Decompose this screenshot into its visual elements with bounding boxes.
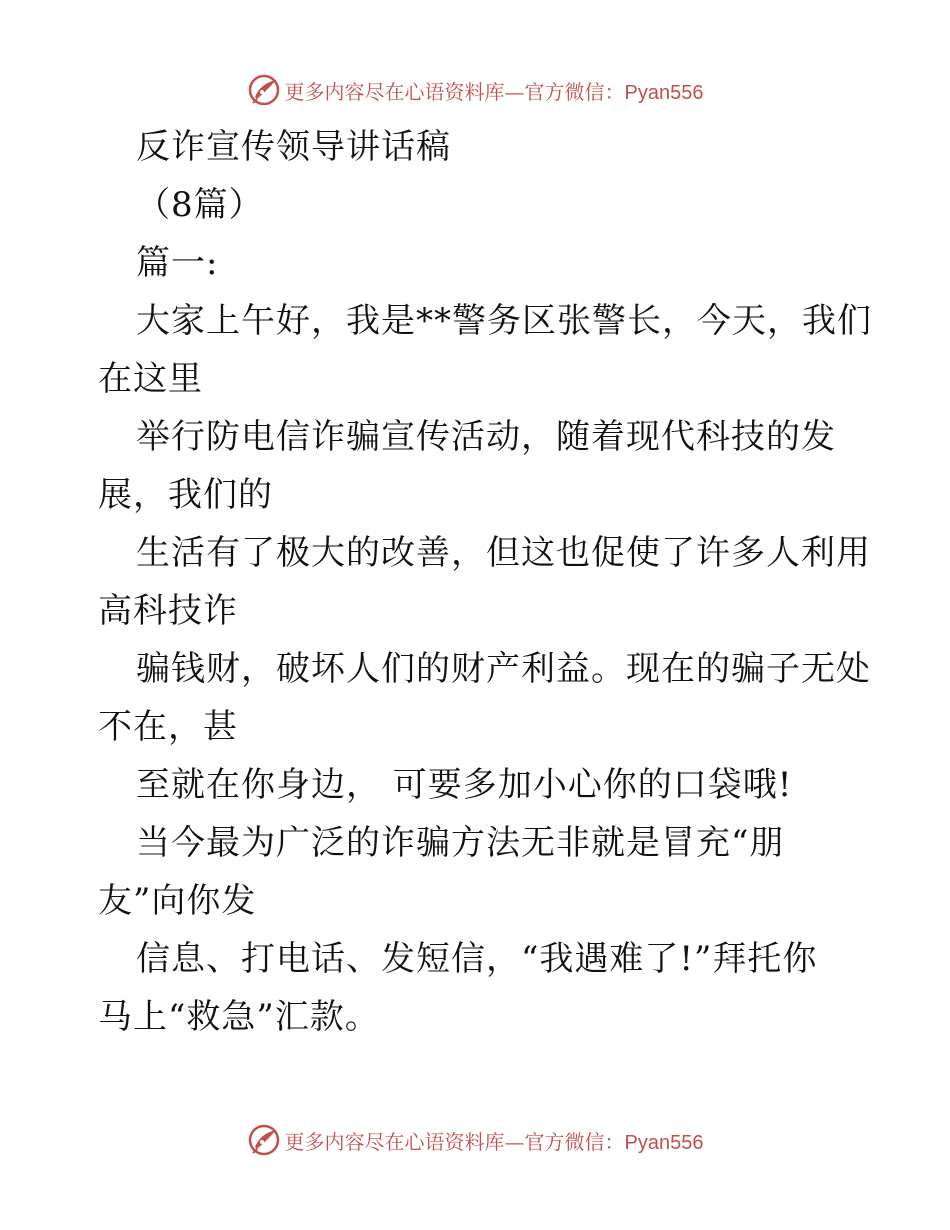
text-line: 不在，甚	[98, 707, 238, 747]
pen-logo-icon	[247, 73, 281, 107]
document-body	[98, 118, 872, 1046]
text-line: 举行防电信诈骗宣传活动，随着现代科技的发	[136, 417, 836, 457]
text-line: 高科技诈	[98, 591, 238, 631]
text-line: 当今最为广泛的诈骗方法无非就是冒充“朋	[136, 823, 785, 863]
text-line: 篇一:	[136, 243, 219, 283]
footer-watermark	[0, 1120, 950, 1160]
text-line: 友”向你发	[98, 881, 257, 921]
header-watermark	[0, 70, 950, 110]
text-line: 生活有了极大的改善，但这也促使了许多人利用	[136, 533, 871, 573]
text-line: 骗钱财，破坏人们的财产利益。现在的骗子无处	[136, 649, 871, 689]
text-line: 至就在你身边， 可要多加小心你的口袋哦!	[136, 765, 793, 805]
text-line: 信息、打电话、发短信，“我遇难了!”拜托你	[136, 939, 818, 979]
document-title: 反诈宣传领导讲话稿	[136, 127, 451, 167]
watermark-text: 更多内容尽在心语资料库—官方微信：Pyan556	[284, 79, 704, 104]
text-line: 马上“救急”汇款。	[98, 997, 380, 1037]
watermark-text: 更多内容尽在心语资料库—官方微信：Pyan556	[284, 1129, 704, 1154]
text-line: 大家上午好，我是**警务区张警长，今天，我们	[136, 301, 872, 341]
text-line: 展，我们的	[98, 475, 273, 515]
text-line: 在这里	[98, 359, 203, 399]
pen-logo-icon	[247, 1123, 281, 1157]
text-line: （8篇）	[136, 185, 264, 225]
